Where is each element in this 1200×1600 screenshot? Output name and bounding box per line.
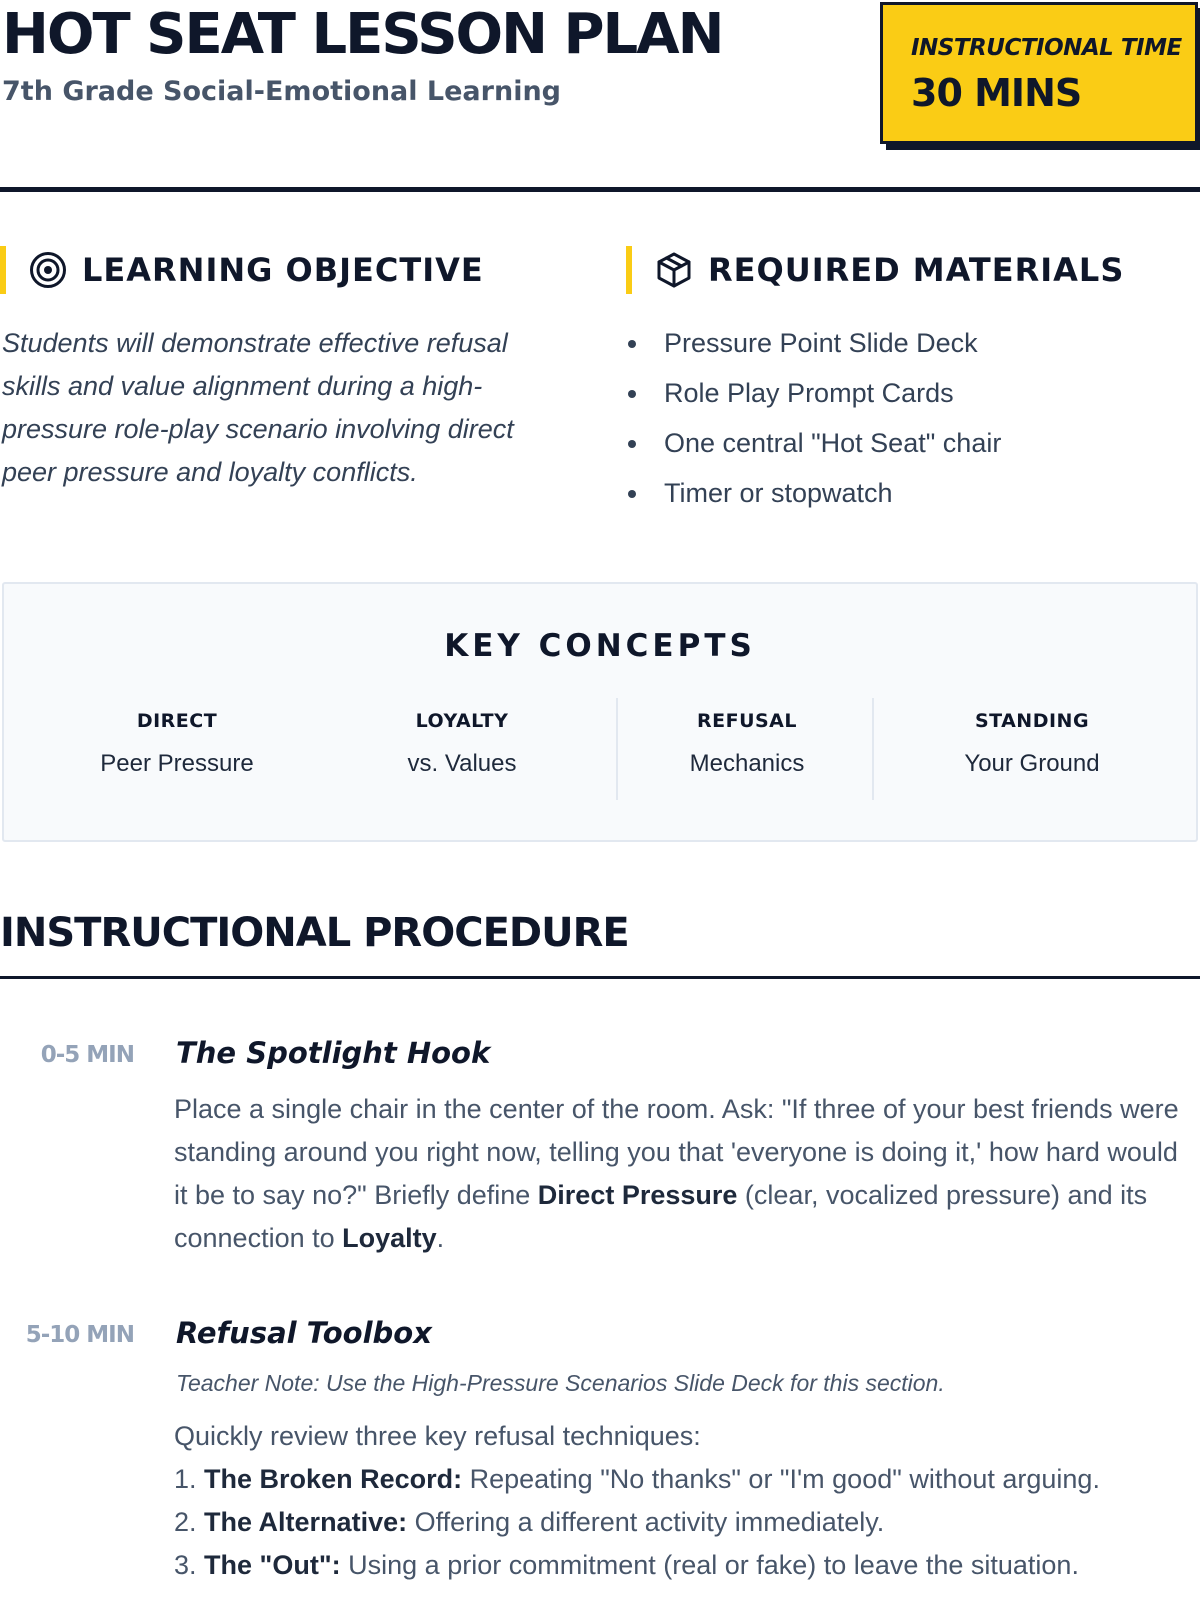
technique-desc: Using a prior commitment (real or fake) to leave the situation. [340,1550,1079,1580]
instructional-time-label: INSTRUCTIONAL TIME [911,35,1182,61]
concept-head: DIRECT [136,710,218,732]
list-item [174,1544,1100,1587]
header [0,0,1200,192]
technique-number: 1. [174,1464,197,1494]
materials-heading: REQUIRED MATERIALS [708,251,1125,289]
step-body-text: (clear, vocalized pressure) and its connection to [174,1180,1148,1253]
concept-standing [892,710,1172,778]
materials-heading-block [626,246,1124,294]
technique-desc: Repeating "No thanks" or "I'm good" without arguing. [462,1464,1100,1494]
materials-list [628,318,1001,518]
step-term: Direct Pressure [537,1180,738,1210]
step-time: 5-10 MIN [25,1322,134,1348]
concept-sub: Peer Pressure [100,750,254,777]
step-body-text: . [436,1223,445,1253]
procedure-heading: INSTRUCTIONAL PROCEDURE [0,910,629,956]
box-icon [654,250,694,290]
concept-sub: vs. Values [407,750,517,777]
technique-name: The "Out": [204,1550,341,1580]
step-body [174,1088,1184,1260]
concept-refusal [607,710,887,778]
teacher-note: Teacher Note: Use the High-Pressure Scenarios Slide Deck for this section. [176,1370,945,1396]
step-body-text: Place a single chair in the center of the room. Ask: "If three of your best friends were standing around you right now, telling you that 'everyone is doing it,' how hard would it be to say no?" Briefly define [174,1094,1179,1210]
techniques-intro: Quickly review three key refusal techniques: [174,1421,701,1451]
list-item: Timer or stopwatch [628,468,1001,518]
page-title: HOT SEAT LESSON PLAN [2,2,723,67]
technique-name: The Alternative: [204,1507,408,1537]
technique-number: 2. [174,1507,197,1537]
concept-divider [872,698,874,800]
technique-number: 3. [174,1550,197,1580]
key-concepts-heading: KEY CONCEPTS [444,628,756,664]
concept-direct [37,710,317,778]
concept-loyalty [322,710,602,778]
list-item: One central "Hot Seat" chair [628,418,1001,468]
concept-head: REFUSAL [696,710,797,732]
instructional-time-badge [880,2,1198,144]
list-item [174,1501,1100,1544]
step-time: 0-5 MIN [40,1042,134,1068]
list-item [174,1458,1100,1501]
step-title: The Spotlight Hook [176,1036,491,1070]
techniques-list [174,1415,1100,1587]
objective-text: Students will demonstrate effective refusal skills and value alignment during a high-pressure role-play scenario involving direct peer pressure and loyalty conflicts. [2,328,514,487]
list-item: Pressure Point Slide Deck [628,318,1001,368]
key-concepts-panel [2,582,1198,842]
page-subtitle: 7th Grade Social-Emotional Learning [2,76,561,107]
technique-name: The Broken Record: [204,1464,463,1494]
concept-sub: Your Ground [964,750,1100,777]
step-term: Loyalty [342,1223,437,1253]
concept-head: STANDING [974,710,1090,732]
concept-head: LOYALTY [415,710,509,732]
objective-heading-block [0,246,484,294]
technique-desc: Offering a different activity immediately. [407,1507,885,1537]
concept-sub: Mechanics [689,750,805,777]
list-item: Role Play Prompt Cards [628,368,1001,418]
procedure-divider [0,976,1200,979]
objective-heading: LEARNING OBJECTIVE [82,251,484,289]
target-icon [28,250,68,290]
step-title: Refusal Toolbox [176,1316,432,1350]
instructional-time-value: 30 MINS [911,71,1082,115]
